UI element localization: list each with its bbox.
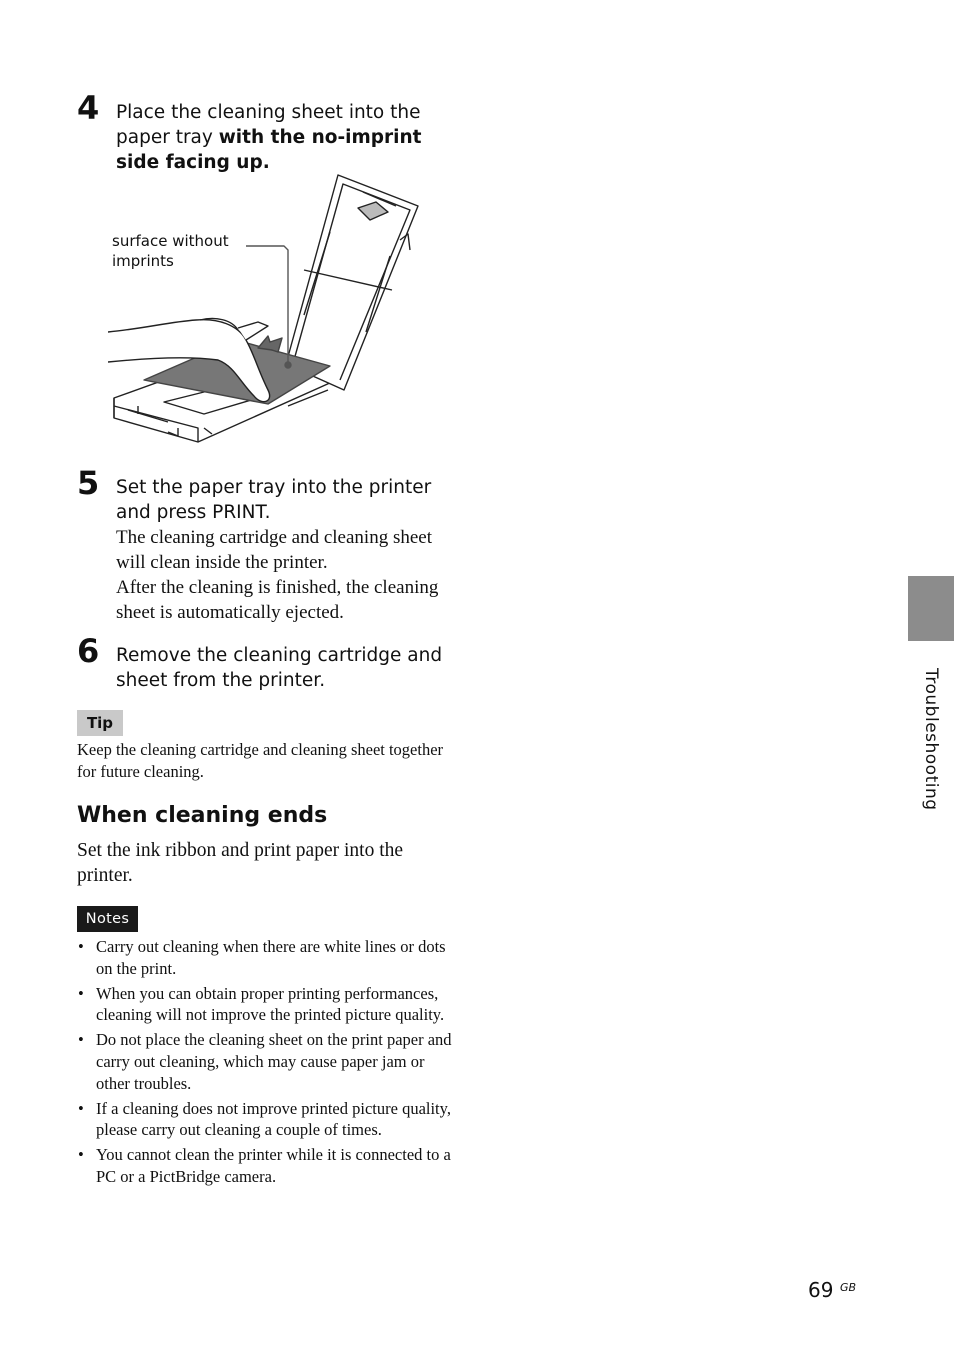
bullet-icon: • <box>78 937 84 956</box>
step-4-text-plain: Place the cleaning sheet into the paper tray <box>116 102 421 148</box>
step-5-text: Set the paper tray into the printer and press PRINT. <box>116 477 432 523</box>
step-5-body-1: The cleaning cartridge and cleaning sheet will clean inside the printer. <box>116 527 432 573</box>
page-number: 69 <box>808 1278 834 1302</box>
step-4-text <box>116 100 456 175</box>
bullet-icon: • <box>78 983 84 1003</box>
note-item <box>77 1029 452 1094</box>
section-side-label: Troubleshooting <box>921 668 941 811</box>
bullet-icon: • <box>78 1145 84 1165</box>
step-4-number: 4 <box>77 89 100 127</box>
note-text: When you can obtain proper printing performances, cleaning will not improve the printed picture quality. <box>96 983 445 1025</box>
step-5-number: 5 <box>77 464 100 502</box>
note-item <box>77 1098 452 1141</box>
paper-tray-illustration <box>108 170 428 455</box>
step-5-body-2: After the cleaning is finished, the cleaning sheet is automatically ejected. <box>116 577 439 623</box>
section-heading: When cleaning ends <box>77 803 328 828</box>
notes-label: Notes <box>77 906 138 932</box>
page-suffix: GB <box>840 1281 857 1294</box>
step-4-text-bold: with the no-imprint side facing up. <box>116 127 422 173</box>
note-item <box>77 936 452 979</box>
step-6-number: 6 <box>77 632 100 670</box>
note-text: Do not place the cleaning sheet on the print paper and carry out cleaning, which may cause paper jam or other troubles. <box>96 1030 452 1093</box>
note-text: If a cleaning does not improve printed picture quality, please carry out cleaning a couple of times. <box>96 1098 451 1140</box>
note-item <box>77 983 452 1026</box>
tip-text: Keep the cleaning cartridge and cleaning sheet together for future cleaning. <box>77 740 444 781</box>
bullet-icon: • <box>78 1030 84 1050</box>
bullet-icon: • <box>78 1098 84 1118</box>
notes-list <box>77 936 452 1191</box>
section-side-tab <box>908 576 954 641</box>
note-item <box>77 1144 452 1187</box>
step-6-text: Remove the cleaning cartridge and sheet from the printer. <box>116 645 443 691</box>
callout-label: surface without imprints <box>112 232 229 270</box>
note-text: Carry out cleaning when there are white lines or dots on the print. <box>96 937 446 978</box>
section-intro: Set the ink ribbon and print paper into the printer. <box>77 840 404 886</box>
note-text: You cannot clean the printer while it is connected to a PC or a PictBridge camera. <box>96 1145 451 1186</box>
tip-label: Tip <box>77 710 123 736</box>
